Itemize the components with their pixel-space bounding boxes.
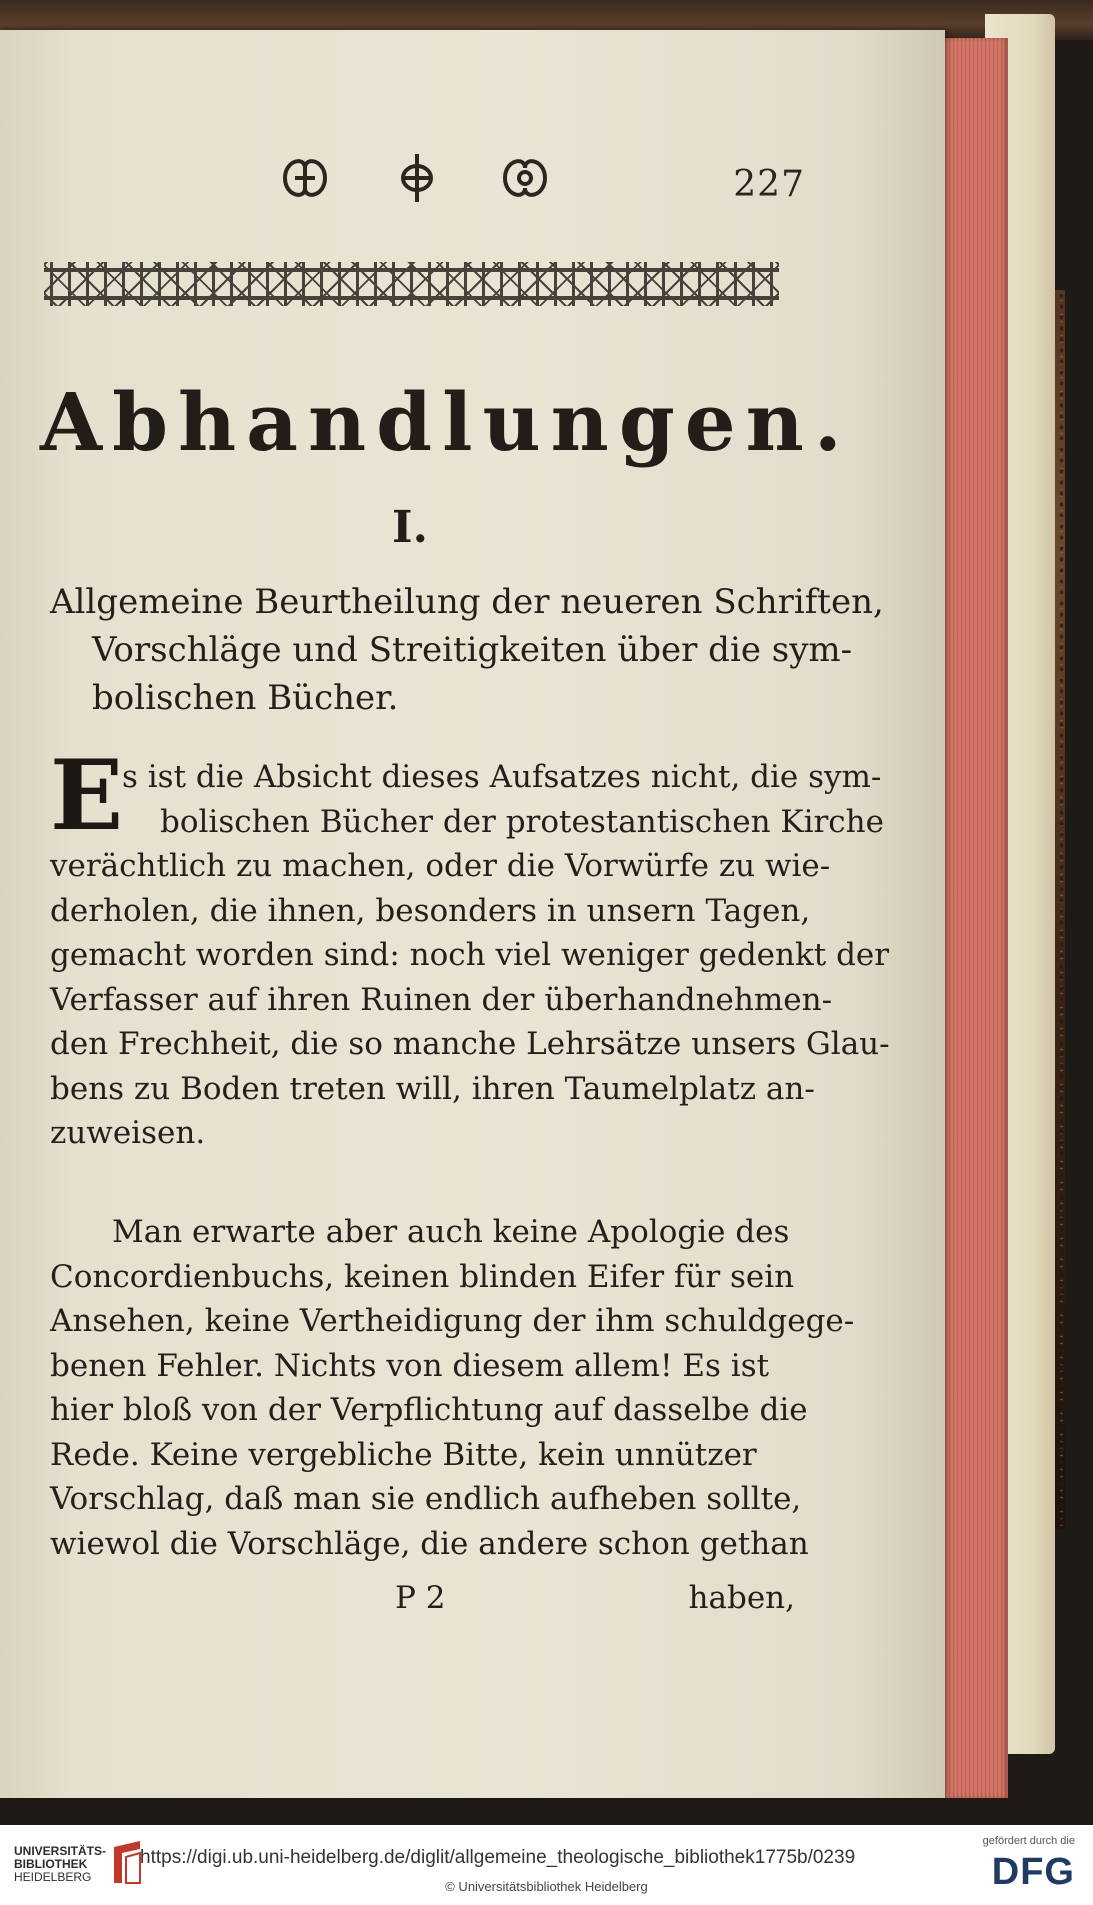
ornamental-rule <box>44 262 779 306</box>
ornament-center-icon <box>393 150 441 206</box>
text-line: zuweisen. <box>50 1115 206 1151</box>
paragraph-2 <box>50 1210 855 1566</box>
drop-capital: E <box>50 739 124 852</box>
library-name-line: BIBLIOTHEK <box>14 1857 88 1871</box>
ornament-left-icon <box>277 150 333 206</box>
text-line: gemacht worden sind: noch viel weniger gedenkt der <box>50 937 890 973</box>
text-line: benen Fehler. Nichts von diesem allem! Es ist <box>50 1347 770 1384</box>
text-line: Rede. Keine vergebliche Bitte, kein unnützer <box>50 1436 757 1473</box>
paragraph-1 <box>50 755 890 1156</box>
viewer-footer <box>0 1825 1093 1905</box>
signature-mark: P 2 <box>395 1580 446 1616</box>
text-line: wiewol die Vorschläge, die andere schon gethan <box>50 1525 809 1562</box>
library-name-line: UNIVERSITÄTS- <box>14 1844 107 1858</box>
page-footer <box>50 1580 795 1630</box>
text-line: bens zu Boden treten will, ihren Taumelplatz an- <box>50 1070 815 1107</box>
library-name-line: HEIDELBERG <box>14 1870 92 1884</box>
subtitle-line: Vorschläge und Streitigkeiten über die sym- <box>92 630 853 670</box>
text-line: verächtlich zu machen, oder die Vorwürfe zu wie- <box>50 848 831 884</box>
text-line: s ist die Absicht dieses Aufsatzes nicht, die sym- <box>122 759 882 795</box>
page-header <box>265 150 805 220</box>
text-line: Verfasser auf ihren Ruinen der überhandnehmen- <box>50 981 833 1018</box>
text-line: Ansehen, keine Vertheidigung der ihm schuldgege- <box>50 1303 855 1339</box>
copyright-notice: © Universitätsbibliothek Heidelberg <box>445 1879 648 1894</box>
text-line: Vorschlag, daß man sie endlich aufheben sollte, <box>50 1481 802 1517</box>
dfg-logo[interactable]: DFG <box>991 1851 1075 1893</box>
book-page <box>0 30 945 1798</box>
funding-note: gefördert durch die <box>982 1835 1075 1847</box>
text-line: derholen, die ihnen, besonders in unsern Tagen, <box>50 892 811 929</box>
section-subtitle <box>50 578 884 722</box>
subtitle-line: Allgemeine Beurtheilung der neueren Schriften, <box>50 582 884 622</box>
text-line: Man erwarte aber auch keine Apologie des <box>112 1214 790 1250</box>
subtitle-line: bolischen Bücher. <box>92 678 399 718</box>
page-edges <box>938 38 1008 1798</box>
text-line: den Frechheit, die so manche Lehrsätze unsers Glau- <box>50 1026 890 1062</box>
page-title: Abhandlungen. <box>40 375 852 469</box>
text-line: bolischen Bücher der protestantischen Kirche <box>160 803 884 840</box>
permalink-url[interactable]: https://digi.ub.uni-heidelberg.de/diglit/allgemeine_theologische_bibliothek1775b/0239 <box>140 1847 856 1868</box>
text-line: hier bloß von der Verpflichtung auf dasselbe die <box>50 1392 808 1428</box>
catchword: haben, <box>688 1580 795 1616</box>
text-line: Concordienbuchs, keinen blinden Eifer für sein <box>50 1258 795 1295</box>
page-number: 227 <box>733 164 805 205</box>
section-number: I. <box>392 502 428 553</box>
ornament-right-icon <box>497 150 553 206</box>
